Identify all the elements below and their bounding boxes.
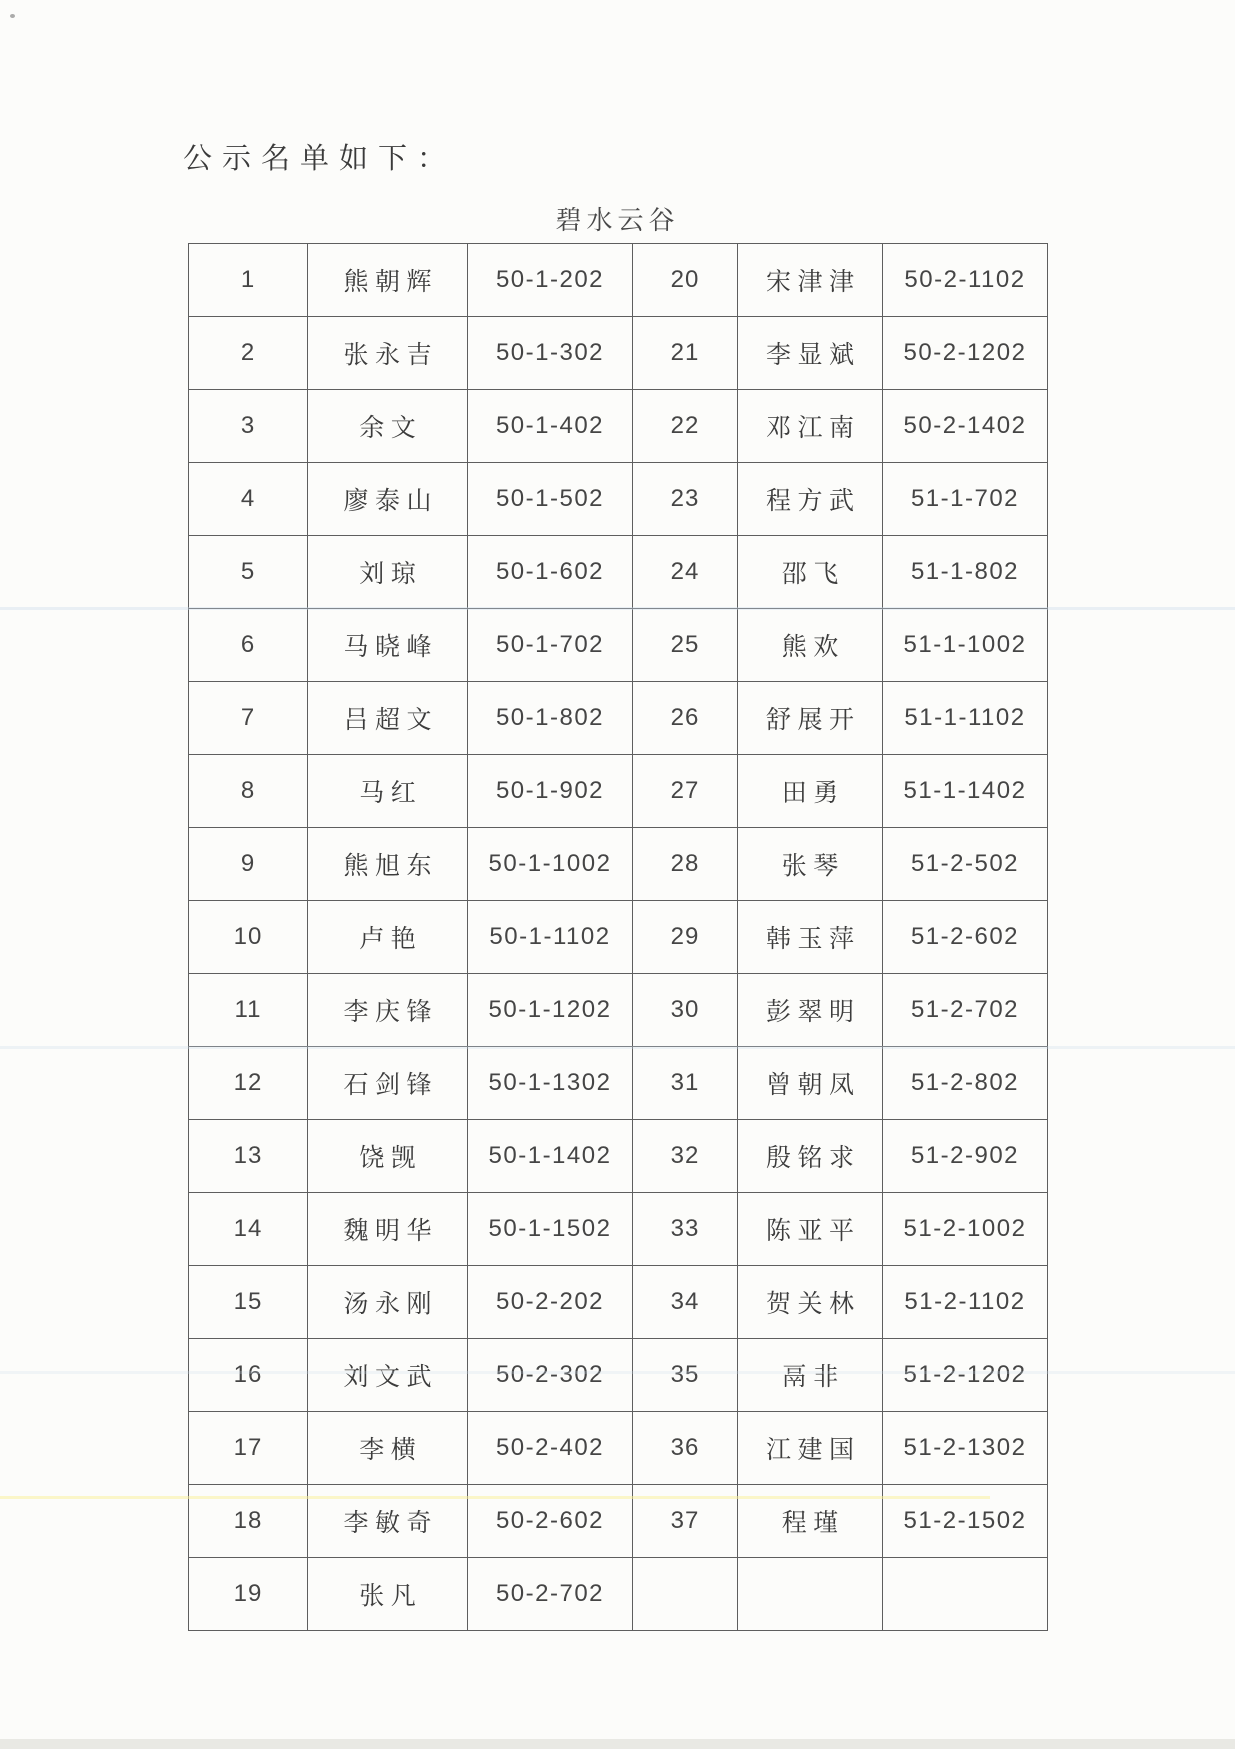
unit-cell-right: 51-2-1102: [883, 1266, 1048, 1339]
index-cell-left: 1: [189, 244, 308, 317]
index-cell-right: 29: [633, 901, 738, 974]
unit-cell-right: 51-2-1502: [883, 1485, 1048, 1558]
index-cell-right: 23: [633, 463, 738, 536]
table-row: [189, 317, 1048, 390]
table-row: [189, 828, 1048, 901]
unit-cell-right: 51-2-1002: [883, 1193, 1048, 1266]
name-cell-left: 李横: [308, 1412, 468, 1485]
unit-cell-right: 51-1-1102: [883, 682, 1048, 755]
unit-cell-left: 50-2-202: [468, 1266, 633, 1339]
name-cell-left: 马晓峰: [308, 609, 468, 682]
unit-cell-left: 50-1-1402: [468, 1120, 633, 1193]
index-cell-left: 9: [189, 828, 308, 901]
table-row: [189, 1558, 1048, 1631]
roster-table-body: [189, 244, 1048, 1631]
table-row: [189, 244, 1048, 317]
index-cell-right: 30: [633, 974, 738, 1047]
index-cell-left: 4: [189, 463, 308, 536]
name-cell-left: 吕超文: [308, 682, 468, 755]
table-row: [189, 974, 1048, 1047]
table-row: [189, 1047, 1048, 1120]
unit-cell-right: 51-2-902: [883, 1120, 1048, 1193]
index-cell-left: 19: [189, 1558, 308, 1631]
name-cell-right: 鬲非: [738, 1339, 883, 1412]
table-row: [189, 1339, 1048, 1412]
name-cell-left: 刘琼: [308, 536, 468, 609]
name-cell-right: 贺关林: [738, 1266, 883, 1339]
index-cell-left: 12: [189, 1047, 308, 1120]
table-row: [189, 1120, 1048, 1193]
name-cell-left: 廖泰山: [308, 463, 468, 536]
index-cell-right: 36: [633, 1412, 738, 1485]
index-cell-left: 8: [189, 755, 308, 828]
unit-cell-right: 50-2-1402: [883, 390, 1048, 463]
name-cell-right: 陈亚平: [738, 1193, 883, 1266]
unit-cell-right: [883, 1558, 1048, 1631]
index-cell-right: 22: [633, 390, 738, 463]
unit-cell-left: 50-1-1102: [468, 901, 633, 974]
table-row: [189, 1193, 1048, 1266]
table-row: [189, 901, 1048, 974]
unit-cell-right: 51-2-1302: [883, 1412, 1048, 1485]
unit-cell-right: 51-1-1002: [883, 609, 1048, 682]
name-cell-right: 李显斌: [738, 317, 883, 390]
name-cell-left: 魏明华: [308, 1193, 468, 1266]
name-cell-right: 舒展开: [738, 682, 883, 755]
name-cell-left: 熊旭东: [308, 828, 468, 901]
table-row: [189, 536, 1048, 609]
table-row: [189, 1412, 1048, 1485]
unit-cell-left: 50-1-1202: [468, 974, 633, 1047]
name-cell-left: 熊朝辉: [308, 244, 468, 317]
index-cell-left: 2: [189, 317, 308, 390]
name-cell-left: 汤永刚: [308, 1266, 468, 1339]
index-cell-left: 7: [189, 682, 308, 755]
unit-cell-right: 50-2-1102: [883, 244, 1048, 317]
index-cell-left: 15: [189, 1266, 308, 1339]
unit-cell-right: 51-1-1402: [883, 755, 1048, 828]
scan-bottom-edge: [0, 1739, 1235, 1749]
unit-cell-right: 51-2-702: [883, 974, 1048, 1047]
table-row: [189, 755, 1048, 828]
name-cell-right: 韩玉萍: [738, 901, 883, 974]
unit-cell-left: 50-2-402: [468, 1412, 633, 1485]
name-cell-left: 石剑锋: [308, 1047, 468, 1120]
table-row: [189, 1266, 1048, 1339]
unit-cell-left: 50-1-1302: [468, 1047, 633, 1120]
index-cell-right: 20: [633, 244, 738, 317]
index-cell-left: 10: [189, 901, 308, 974]
unit-cell-left: 50-2-602: [468, 1485, 633, 1558]
name-cell-left: 张永吉: [308, 317, 468, 390]
table-row: [189, 1485, 1048, 1558]
name-cell-right: 宋津津: [738, 244, 883, 317]
index-cell-left: 5: [189, 536, 308, 609]
index-cell-left: 6: [189, 609, 308, 682]
name-cell-right: 江建国: [738, 1412, 883, 1485]
unit-cell-left: 50-1-702: [468, 609, 633, 682]
unit-cell-right: 51-1-702: [883, 463, 1048, 536]
name-cell-right: 邓江南: [738, 390, 883, 463]
unit-cell-left: 50-1-302: [468, 317, 633, 390]
table-row: [189, 682, 1048, 755]
table-row: [189, 609, 1048, 682]
index-cell-right: 33: [633, 1193, 738, 1266]
scan-speck-artifact: [10, 14, 15, 18]
index-cell-left: 14: [189, 1193, 308, 1266]
index-cell-left: 18: [189, 1485, 308, 1558]
unit-cell-right: 51-2-502: [883, 828, 1048, 901]
unit-cell-right: 51-2-1202: [883, 1339, 1048, 1412]
unit-cell-right: 51-2-802: [883, 1047, 1048, 1120]
index-cell-left: 16: [189, 1339, 308, 1412]
page-title: 公示名单如下：: [183, 143, 457, 175]
unit-cell-left: 50-1-602: [468, 536, 633, 609]
name-cell-left: 刘文武: [308, 1339, 468, 1412]
name-cell-left: 余文: [308, 390, 468, 463]
unit-cell-left: 50-2-302: [468, 1339, 633, 1412]
unit-cell-left: 50-1-402: [468, 390, 633, 463]
name-cell-right: 邵飞: [738, 536, 883, 609]
index-cell-left: 3: [189, 390, 308, 463]
index-cell-left: 11: [189, 974, 308, 1047]
name-cell-right: 程方武: [738, 463, 883, 536]
table-row: [189, 463, 1048, 536]
index-cell-right: 26: [633, 682, 738, 755]
name-cell-left: 张凡: [308, 1558, 468, 1631]
name-cell-right: 熊欢: [738, 609, 883, 682]
index-cell-right: [633, 1558, 738, 1631]
name-cell-right: 田勇: [738, 755, 883, 828]
unit-cell-left: 50-1-802: [468, 682, 633, 755]
name-cell-left: 李庆锋: [308, 974, 468, 1047]
unit-cell-left: 50-1-1002: [468, 828, 633, 901]
unit-cell-left: 50-1-502: [468, 463, 633, 536]
index-cell-right: 21: [633, 317, 738, 390]
index-cell-left: 17: [189, 1412, 308, 1485]
unit-cell-left: 50-1-902: [468, 755, 633, 828]
name-cell-right: 曾朝凤: [738, 1047, 883, 1120]
index-cell-right: 27: [633, 755, 738, 828]
index-cell-right: 32: [633, 1120, 738, 1193]
unit-cell-right: 50-2-1202: [883, 317, 1048, 390]
index-cell-right: 37: [633, 1485, 738, 1558]
table-row: [189, 390, 1048, 463]
name-cell-left: 饶觊: [308, 1120, 468, 1193]
name-cell-right: 张琴: [738, 828, 883, 901]
index-cell-right: 24: [633, 536, 738, 609]
name-cell-right: [738, 1558, 883, 1631]
name-cell-left: 马红: [308, 755, 468, 828]
index-cell-right: 34: [633, 1266, 738, 1339]
index-cell-right: 25: [633, 609, 738, 682]
name-cell-right: 殷铭求: [738, 1120, 883, 1193]
index-cell-right: 31: [633, 1047, 738, 1120]
roster-table: [188, 243, 1048, 1631]
table-caption: 碧水云谷: [555, 206, 680, 235]
name-cell-right: 彭翠明: [738, 974, 883, 1047]
index-cell-left: 13: [189, 1120, 308, 1193]
unit-cell-right: 51-1-802: [883, 536, 1048, 609]
name-cell-left: 卢艳: [308, 901, 468, 974]
unit-cell-left: 50-2-702: [468, 1558, 633, 1631]
index-cell-right: 28: [633, 828, 738, 901]
index-cell-right: 35: [633, 1339, 738, 1412]
name-cell-left: 李敏奇: [308, 1485, 468, 1558]
unit-cell-left: 50-1-202: [468, 244, 633, 317]
unit-cell-left: 50-1-1502: [468, 1193, 633, 1266]
unit-cell-right: 51-2-602: [883, 901, 1048, 974]
name-cell-right: 程瑾: [738, 1485, 883, 1558]
